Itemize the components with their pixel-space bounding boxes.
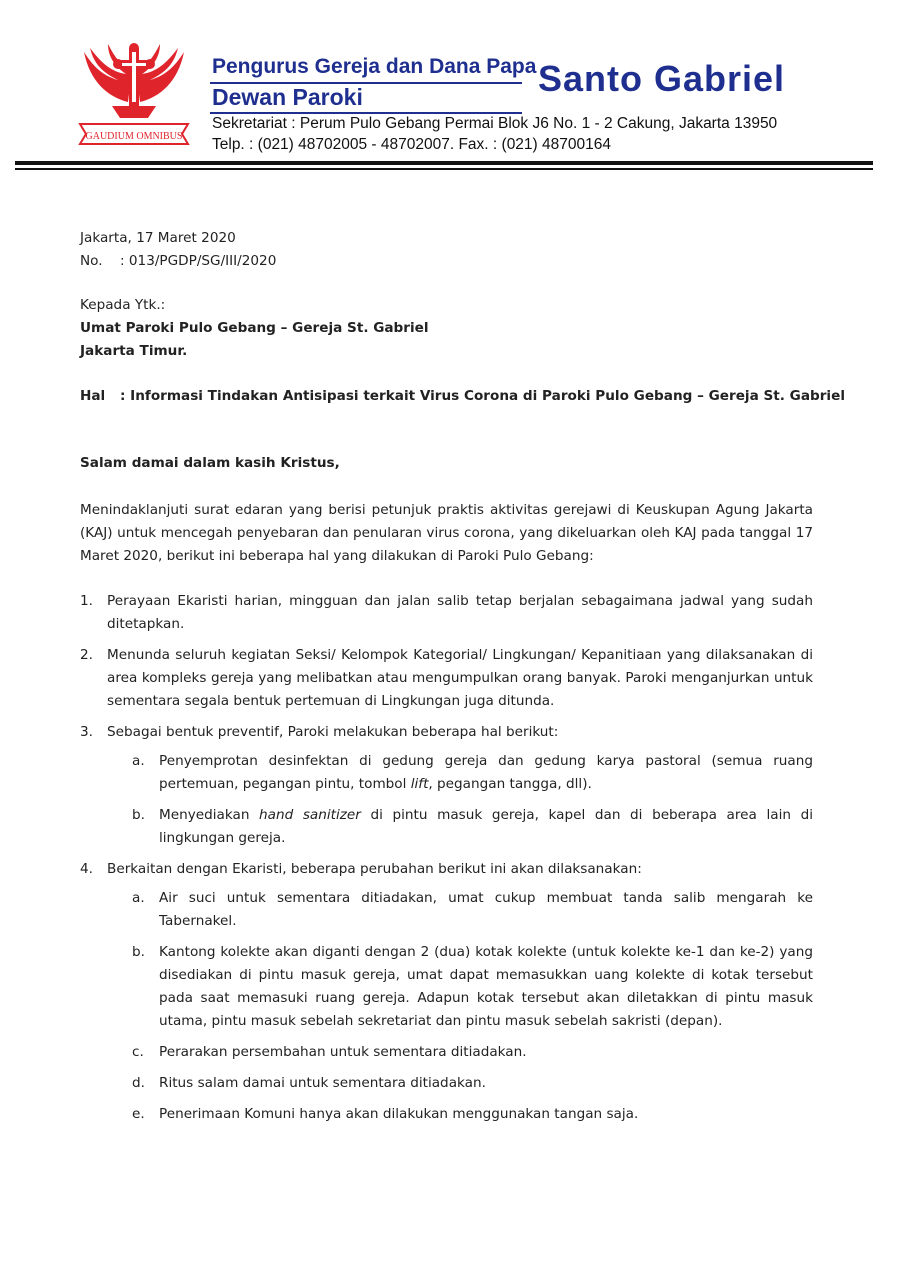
sub-list-text: Penerimaan Komuni hanya akan dilakukan menggunakan tangan saja. [159, 1106, 639, 1122]
italic-term: hand sanitizer [259, 807, 361, 823]
list-item [80, 721, 813, 744]
recipient-prefix: Kepada Ytk.: [80, 297, 166, 313]
sub-list-letter: c. [132, 1044, 144, 1060]
church-name: Santo Gabriel [538, 58, 786, 99]
sub-list-text: Kantong kolekte akan diganti dengan 2 (dua) kotak kolekte (untuk kolekte ke-1 dan ke-2) yang disediakan di pintu masuk gereja, umat dapat memasukkan uang kolekte di kotak tersebut pada saat memasuki ruang gereja. Adapun kotak tersebut akan diletakkan di pintu masuk utama, pintu masuk sebelah sekretariat dan pintu masuk sebelah sakristi (depan). [159, 944, 813, 1029]
org-name-line1: Pengurus Gereja dan Dana Papa [212, 55, 537, 78]
sub-list-letter: a. [132, 890, 145, 906]
sub-list [132, 887, 813, 1126]
sub-list-item [132, 1103, 813, 1126]
recipient-line: Umat Paroki Pulo Gebang – Gereja St. Gabriel [80, 320, 429, 336]
italic-term: lift [410, 776, 429, 792]
sub-list-item [132, 750, 813, 796]
letter-meta [80, 227, 276, 273]
list-text: Perayaan Ekaristi harian, mingguan dan jalan salib tetap berjalan sebagaimana jadwal yang sudah ditetapkan. [107, 593, 813, 632]
sub-list-text: Menyediakan hand sanitizer di pintu masuk gereja, kapel dan di beberapa area lain di lingkungan gereja. [159, 807, 813, 846]
action-list [80, 590, 813, 1134]
list-item [80, 858, 813, 881]
subject-line [80, 385, 845, 408]
sub-list-item [132, 887, 813, 933]
list-text: Sebagai bentuk preventif, Paroki melakukan beberapa hal berikut: [107, 724, 559, 740]
subject-label: Hal [80, 388, 106, 404]
sub-list-letter: d. [132, 1075, 145, 1091]
list-number: 4. [80, 861, 93, 877]
list-number: 3. [80, 724, 93, 740]
sub-list-item [132, 804, 813, 850]
subject-text: : Informasi Tindakan Antisipasi terkait Virus Corona di Paroki Pulo Gebang – Gereja St. Gabriel [120, 388, 845, 404]
sub-list-item [132, 1072, 813, 1095]
org-name-line2: Dewan Paroki [212, 84, 363, 110]
recipient-line: Jakarta Timur. [80, 343, 188, 359]
sub-list-item [132, 1041, 813, 1064]
sub-list-letter: b. [132, 807, 145, 823]
header-divider [15, 168, 873, 170]
letter-number-value: : 013/PGDP/SG/III/2020 [120, 253, 277, 269]
list-number: 1. [80, 593, 93, 609]
sub-list-text: Ritus salam damai untuk sementara ditiadakan. [159, 1075, 486, 1091]
sub-list-text: Perarakan persembahan untuk sementara ditiadakan. [159, 1044, 527, 1060]
list-number: 2. [80, 647, 93, 663]
greeting: Salam damai dalam kasih Kristus, [80, 455, 340, 471]
letter-number-label: No. [80, 253, 103, 269]
sub-list-letter: a. [132, 753, 145, 769]
sub-list [132, 750, 813, 850]
sub-list-letter: b. [132, 944, 145, 960]
contact-phone-fax: Telp. : (021) 48702005 - 48702007. Fax. : (021) 48700164 [212, 136, 611, 153]
org-underline [210, 112, 522, 114]
list-item [80, 644, 813, 713]
sub-list-letter: e. [132, 1106, 145, 1122]
parish-logo [78, 42, 190, 154]
sub-list-text: Air suci untuk sementara ditiadakan, umat cukup membuat tanda salib mengarah ke Tabernakel. [159, 890, 813, 929]
header-divider [15, 161, 873, 165]
letterhead [0, 0, 900, 180]
list-item [80, 590, 813, 636]
intro-paragraph: Menindaklanjuti surat edaran yang berisi petunjuk praktis aktivitas gerejawi di Keuskupan Agung Jakarta (KAJ) untuk mencegah penyebaran dan penularan virus corona, yang dikeluarkan oleh KAJ pada tanggal 17 Maret 2020, berikut ini beberapa hal yang dilakukan di Paroki Pulo Gebang: [80, 502, 813, 564]
sub-list-text: Penyemprotan desinfektan di gedung gereja dan gedung karya pastoral (semua ruang pertemuan, pegangan pintu, tombol lift, pegangan tangga, dll). [159, 753, 813, 792]
recipient-block [80, 294, 429, 363]
logo-motto: GAUDIUM OMNIBUS [85, 131, 183, 142]
letter-number [80, 250, 276, 273]
secretariat-address: Sekretariat : Perum Pulo Gebang Permai Blok J6 No. 1 - 2 Cakung, Jakarta 13950 [212, 115, 778, 132]
list-text: Menunda seluruh kegiatan Seksi/ Kelompok Kategorial/ Lingkungan/ Kepanitiaan yang dilaksanakan di area kompleks gereja yang melibatkan atau mengumpulkan orang banyak. Paroki menganjurkan untuk sementara segala bentuk pertemuan di Lingkungan juga ditunda. [107, 647, 813, 709]
list-text: Berkaitan dengan Ekaristi, beberapa perubahan berikut ini akan dilaksanakan: [107, 861, 642, 877]
sub-list-item [132, 941, 813, 1033]
letter-date: Jakarta, 17 Maret 2020 [80, 230, 236, 246]
